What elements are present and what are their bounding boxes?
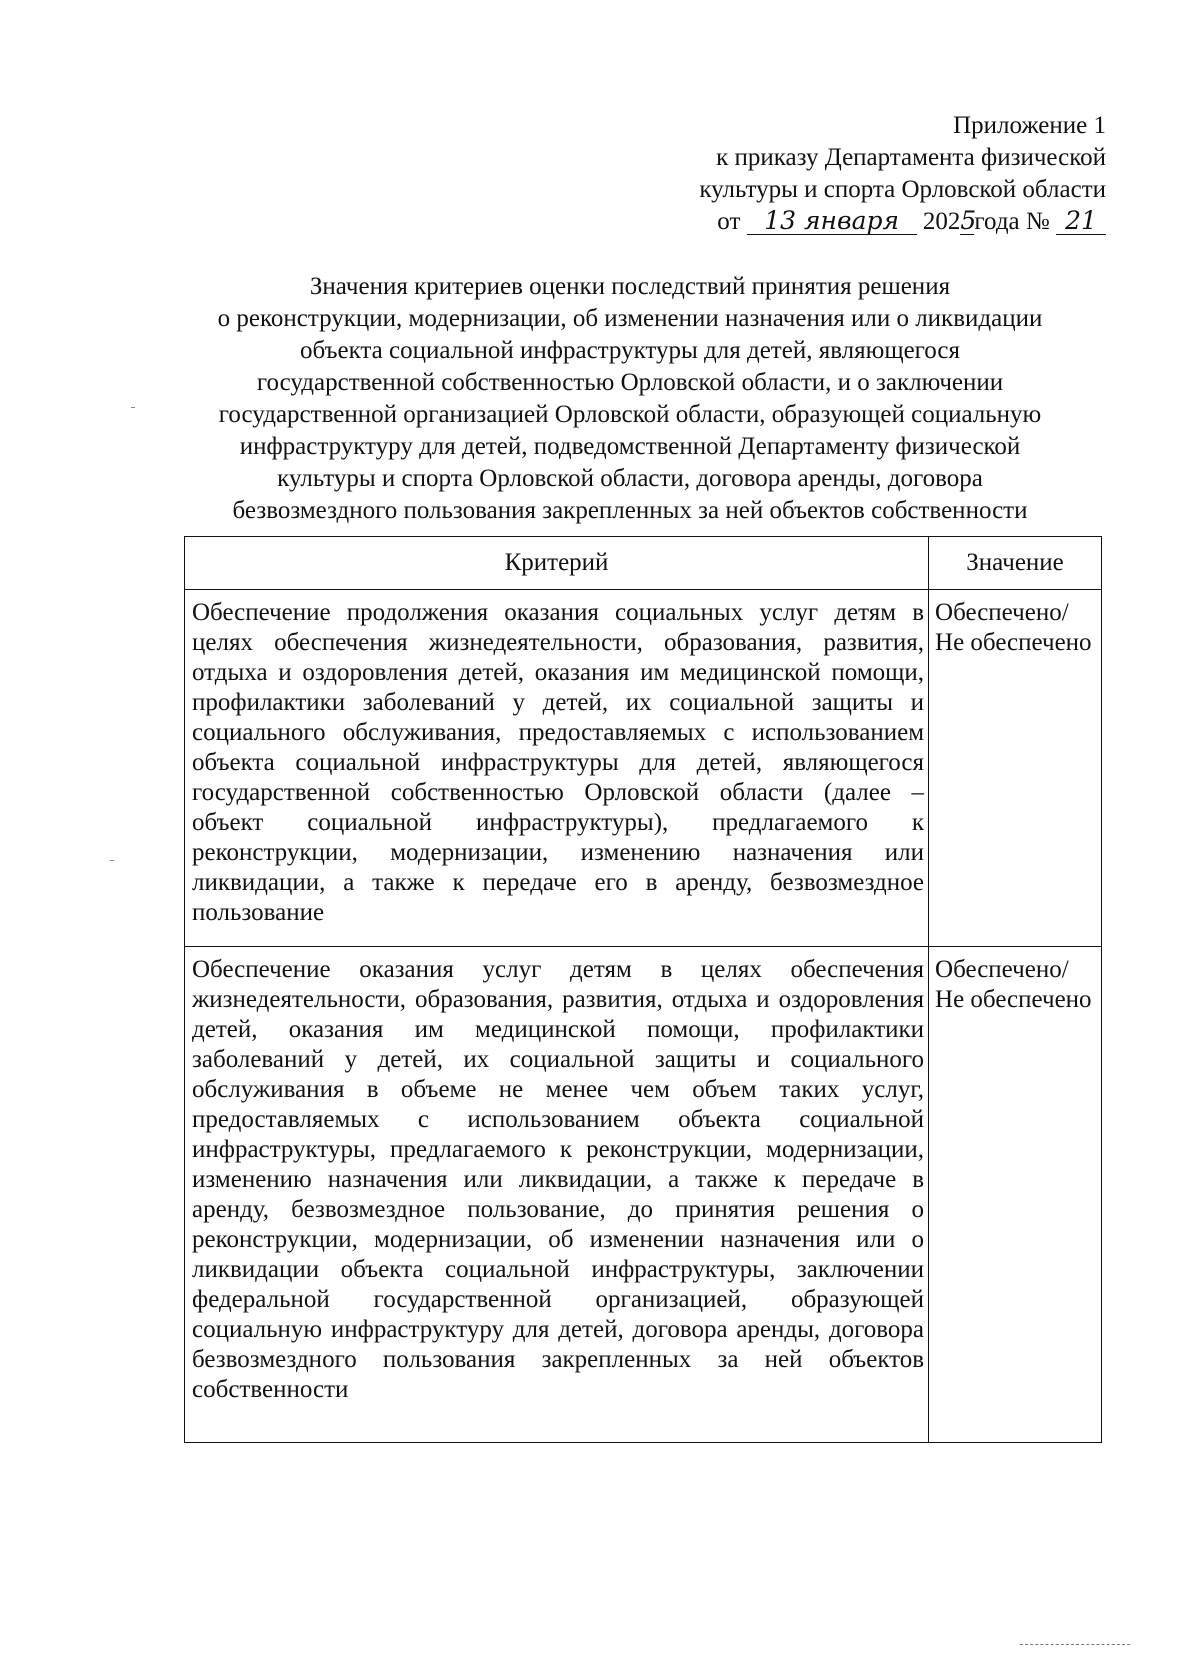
scan-speck	[131, 407, 135, 408]
value-line: Обеспечено/	[935, 956, 1069, 983]
appendix-department-line: культуры и спорта Орловской области	[699, 176, 1106, 203]
title-line: объекта социальной инфраструктуры для детей, являющегося	[299, 337, 961, 364]
title-line: культуры и спорта Орловской области, договора аренды, договора	[277, 465, 983, 492]
table-header-row	[185, 537, 1102, 590]
title-line: государственной организацией Орловской области, образующей социальную	[218, 401, 1042, 428]
year-suffix: года №	[974, 208, 1050, 235]
title-line: о реконструкции, модернизации, об изменении назначения или о ликвидации	[217, 305, 1043, 332]
value-line: Не обеспечено	[935, 629, 1092, 656]
value-cell	[929, 947, 1102, 1443]
criterion-cell: Обеспечение оказания услуг детям в целях обеспечения жизнедеятельности, образования, развития, отдыха и оздоровления детей, оказания им медицинской помощи, профилактики заболеваний у детей, их социальной защиты и социального обслуживания в объеме не менее чем объем таких услуг, предоставляемых с использованием объекта социальной инфраструктуры, предлагаемого к реконструкции, модернизации, изменению назначения или ликвидации, а также к передаче в аренду, безвозмездное пользование, до принятия решения о реконструкции, модернизации, об изменении назначения или о ликвидации объекта социальной инфраструктуры, заключении федеральной государственной организацией, образующей социальную инфраструктуру для детей, договора аренды, договора безвозмездного пользования закрепленных за ней объектов собственности	[185, 947, 929, 1443]
table-row	[185, 947, 1102, 1443]
table-row	[185, 590, 1102, 947]
title-line: Значения критериев оценки последствий принятия решения	[309, 273, 951, 300]
header-value: Значение	[929, 537, 1102, 590]
year-prefix: 202	[922, 208, 961, 235]
footer-rule	[1020, 1644, 1130, 1645]
handwritten-date: 13 января	[747, 208, 917, 235]
header-criterion: Критерий	[185, 537, 929, 590]
appendix-order-line: к приказу Департамента физической	[716, 144, 1106, 171]
handwritten-year-digit: 5	[960, 206, 977, 235]
title-line: государственной собственностью Орловской области, и о заключении	[256, 369, 1004, 396]
criteria-table	[184, 536, 1102, 1443]
scan-speck	[110, 860, 114, 861]
criterion-cell: Обеспечение продолжения оказания социальных услуг детям в целях обеспечения жизнедеятельности, образования, развития, отдыха и оздоровления детей, оказания им медицинской помощи, профилактики заболеваний у детей, их социальной защиты и социального обслуживания, предоставляемых с использованием объекта социальной инфраструктуры для детей, являющегося государственной собственностью Орловской области (далее – объект социальной инфраструктуры), предлагаемого к реконструкции, модернизации, изменению назначения или ликвидации, а также к передаче его в аренду, безвозмездное пользование	[185, 590, 929, 947]
date-prefix: от	[717, 208, 741, 235]
value-cell	[929, 590, 1102, 947]
handwritten-order-number: 21	[1056, 208, 1106, 235]
title-line: безвозмездного пользования закрепленных за ней объектов собственности	[232, 497, 1028, 524]
document-title	[150, 271, 1110, 527]
title-line: инфраструктуру для детей, подведомственной Департаменту физической	[239, 433, 1021, 460]
appendix-date-line	[699, 206, 1106, 238]
value-line: Обеспечено/	[935, 599, 1069, 626]
appendix-title: Приложение 1	[953, 112, 1106, 139]
appendix-header	[699, 110, 1106, 238]
value-line: Не обеспечено	[935, 986, 1092, 1013]
